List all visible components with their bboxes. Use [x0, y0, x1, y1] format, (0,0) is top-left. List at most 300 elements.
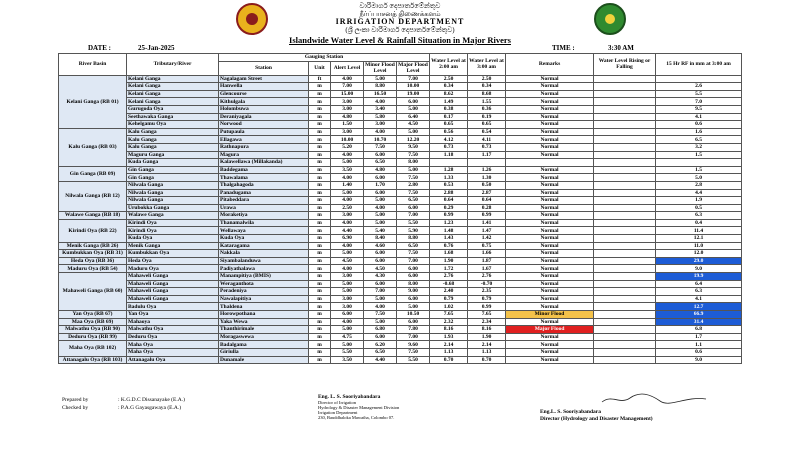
table-row	[59, 212, 742, 220]
table-row	[59, 235, 742, 243]
rainfall-cell: 0.6	[656, 121, 742, 129]
water-level-3am-cell: 1.30	[468, 174, 506, 182]
unit-cell: m	[309, 204, 331, 212]
table-row	[59, 257, 742, 265]
station-cell: Thawalama	[219, 174, 309, 182]
major-flood-cell: 6.40	[397, 113, 430, 121]
remarks-cell: Normal	[506, 333, 594, 341]
alert-level-cell: 3.00	[331, 98, 364, 106]
water-level-2am-cell: 1.48	[430, 227, 468, 235]
water-level-2am-cell: 0.65	[430, 121, 468, 129]
water-level-3am-cell: 2.34	[468, 318, 506, 326]
water-level-2am-cell: 1.18	[430, 151, 468, 159]
water-level-2am-cell: 1.13	[430, 348, 468, 356]
table-row	[59, 348, 742, 356]
water-level-3am-cell: 0.54	[468, 128, 506, 136]
date-value: 25-Jan-2025	[138, 44, 175, 52]
remarks-cell: Normal	[506, 151, 594, 159]
river-basin-cell: Walawe Ganga (RB 18)	[59, 212, 127, 220]
unit-cell: m	[309, 105, 331, 113]
table-row	[59, 326, 742, 334]
station-cell: Moraketiya	[219, 212, 309, 220]
station-cell: Horowpothana	[219, 311, 309, 319]
remarks-cell: Normal	[506, 318, 594, 326]
remarks-cell: Normal	[506, 295, 594, 303]
water-level-3am-cell: 0.73	[468, 143, 506, 151]
rising-falling-cell	[594, 166, 656, 174]
stamp-line-5: 230, Bauddhaloka Mawatha, Colombo 07.	[318, 415, 395, 420]
rainfall-cell: 5.5	[656, 90, 742, 98]
unit-cell: m	[309, 333, 331, 341]
rainfall-cell: 2.6	[656, 83, 742, 91]
alert-level-cell: 1.40	[331, 181, 364, 189]
remarks-cell: Major Flood	[506, 326, 594, 334]
major-flood-cell: 6.00	[397, 273, 430, 281]
rainfall-cell: 66.9	[656, 311, 742, 319]
station-cell: Nagalagam Street	[219, 75, 309, 83]
table-row	[59, 189, 742, 197]
major-flood-cell: 6.00	[397, 265, 430, 273]
water-level-2am-cell: 2.14	[430, 341, 468, 349]
col-gauging-station: Gauging Station	[219, 54, 430, 62]
water-level-3am-cell: 1.90	[468, 333, 506, 341]
unit-cell: m	[309, 235, 331, 243]
rising-falling-cell	[594, 121, 656, 129]
remarks-cell: Normal	[506, 121, 594, 129]
col-station: Station	[219, 61, 309, 75]
water-level-3am-cell: 8.16	[468, 326, 506, 334]
table-row	[59, 90, 742, 98]
station-cell: Thaldena	[219, 303, 309, 311]
station-cell: Pitabeddara	[219, 197, 309, 205]
water-level-2am-cell: 0.73	[430, 143, 468, 151]
unit-cell: m	[309, 356, 331, 364]
minor-flood-cell: 6.50	[364, 159, 397, 167]
water-level-2am-cell: 1.90	[430, 257, 468, 265]
water-level-3am-cell: 1.87	[468, 257, 506, 265]
col-wl-3am: Water Level at 3:00 am	[468, 54, 506, 76]
major-flood-cell: 8.00	[397, 280, 430, 288]
water-level-3am-cell: 2.50	[468, 75, 506, 83]
rainfall-cell: 9.0	[656, 356, 742, 364]
rising-falling-cell	[594, 98, 656, 106]
river-basin-cell: Menik Ganga (RB 26)	[59, 242, 127, 250]
alert-level-cell: 1.50	[331, 121, 364, 129]
unit-cell: m	[309, 348, 331, 356]
rainfall-cell: 1.5	[656, 166, 742, 174]
unit-cell: m	[309, 341, 331, 349]
table-row	[59, 333, 742, 341]
water-level-3am-cell: -0.70	[468, 280, 506, 288]
tributary-cell: Kalu Ganga	[127, 143, 219, 151]
alert-level-cell: 3.00	[331, 273, 364, 281]
rainfall-cell: 12.0	[656, 250, 742, 258]
col-tributary: Tributary/River	[127, 54, 219, 76]
tributary-cell: Maguru Ganga	[127, 151, 219, 159]
unit-cell: m	[309, 151, 331, 159]
header-sub: (ශ්‍රී ලංකා වාරිමාර්ග දෙපාර්තමේන්තුව)	[345, 26, 455, 34]
tributary-cell: Kelani Ganga	[127, 75, 219, 83]
major-flood-cell: 10.50	[397, 311, 430, 319]
minor-flood-cell: 4.00	[364, 303, 397, 311]
river-basin-cell: Malwathu Oya (RB 90)	[59, 326, 127, 334]
alert-level-cell: 5.00	[331, 159, 364, 167]
water-level-2am-cell	[430, 159, 468, 167]
checked-by-label: Checked by	[62, 405, 89, 411]
tributary-cell: Nilwala Ganga	[127, 197, 219, 205]
alert-level-cell: 6.90	[331, 235, 364, 243]
minor-flood-cell: 5.00	[364, 212, 397, 220]
minor-flood-cell: 4.60	[364, 242, 397, 250]
col-wl-2am: Water Level at 2:00 am	[430, 54, 468, 76]
remarks-cell: Normal	[506, 348, 594, 356]
header-sinhala: වාරිමාර්ග දෙපාර්තමේන්තුව	[359, 2, 441, 10]
alert-level-cell: 4.00	[331, 174, 364, 182]
water-level-2am-cell: 0.76	[430, 242, 468, 250]
tributary-cell: Seethawaka Ganga	[127, 113, 219, 121]
water-level-3am-cell: 0.75	[468, 242, 506, 250]
station-cell: Putupaula	[219, 128, 309, 136]
remarks-cell: Normal	[506, 181, 594, 189]
water-level-2am-cell: 8.62	[430, 90, 468, 98]
water-level-table	[58, 53, 742, 364]
minor-flood-cell: 4.00	[364, 128, 397, 136]
minor-flood-cell: 4.40	[364, 356, 397, 364]
rainfall-cell: 11.0	[656, 242, 742, 250]
water-level-3am-cell	[468, 159, 506, 167]
tributary-cell: Mahaoya	[127, 318, 219, 326]
rainfall-cell: 4.1	[656, 295, 742, 303]
minor-flood-cell: 6.00	[364, 151, 397, 159]
water-level-2am-cell: 0.17	[430, 113, 468, 121]
unit-cell: m	[309, 128, 331, 136]
remarks-cell: Normal	[506, 356, 594, 364]
tributary-cell: Kehelgamu Oya	[127, 121, 219, 129]
water-level-2am-cell: 2.76	[430, 273, 468, 281]
rainfall-cell: 11.4	[656, 227, 742, 235]
alert-level-cell: 4.00	[331, 151, 364, 159]
alert-level-cell: 4.00	[331, 197, 364, 205]
rising-falling-cell	[594, 348, 656, 356]
tributary-cell: Attanagalu Oya	[127, 356, 219, 364]
major-flood-cell: 6.50	[397, 242, 430, 250]
major-flood-cell: 7.00	[397, 212, 430, 220]
rainfall-cell: 6.5	[656, 136, 742, 144]
minor-flood-cell: 5.00	[364, 197, 397, 205]
minor-flood-cell: 3.00	[364, 121, 397, 129]
tributary-cell: Menik Ganga	[127, 242, 219, 250]
station-cell: Kithulgala	[219, 98, 309, 106]
station-cell: Deraniyagala	[219, 113, 309, 121]
major-flood-cell: 6.00	[397, 98, 430, 106]
water-level-2am-cell: 0.99	[430, 212, 468, 220]
alert-level-cell: 5.00	[331, 326, 364, 334]
alert-level-cell: 5.00	[331, 341, 364, 349]
rising-falling-cell	[594, 333, 656, 341]
alert-level-cell: 5.50	[331, 348, 364, 356]
remarks-cell: Normal	[506, 235, 594, 243]
table-row	[59, 174, 742, 182]
rainfall-cell: 4.4	[656, 189, 742, 197]
tributary-cell: Maha Oya	[127, 341, 219, 349]
rising-falling-cell	[594, 174, 656, 182]
alert-level-cell: 4.75	[331, 333, 364, 341]
remarks-cell: Normal	[506, 136, 594, 144]
table-row	[59, 83, 742, 91]
major-flood-cell: 5.00	[397, 105, 430, 113]
unit-cell: m	[309, 136, 331, 144]
minor-flood-cell: 5.40	[364, 227, 397, 235]
station-cell: Badalgama	[219, 341, 309, 349]
water-level-3am-cell: 0.36	[468, 105, 506, 113]
major-flood-cell: 7.50	[397, 250, 430, 258]
water-level-2am-cell: 0.34	[430, 83, 468, 91]
rising-falling-cell	[594, 227, 656, 235]
water-level-3am-cell: 2.87	[468, 189, 506, 197]
major-flood-cell: 9.60	[397, 341, 430, 349]
remarks-cell: Normal	[506, 288, 594, 296]
rainfall-cell	[656, 159, 742, 167]
table-row	[59, 166, 742, 174]
remarks-cell: Normal	[506, 143, 594, 151]
rising-falling-cell	[594, 128, 656, 136]
table-row	[59, 159, 742, 167]
tributary-cell: Yan Oya	[127, 311, 219, 319]
water-level-2am-cell: 4.12	[430, 136, 468, 144]
rainfall-cell: 6.4	[656, 280, 742, 288]
station-cell: Urawa	[219, 204, 309, 212]
remarks-cell: Normal	[506, 250, 594, 258]
rainfall-cell: 4.1	[656, 113, 742, 121]
tributary-cell: Kalu Ganga	[127, 128, 219, 136]
tributary-cell: Gin Ganga	[127, 166, 219, 174]
unit-cell: m	[309, 227, 331, 235]
alert-level-cell: 4.00	[331, 318, 364, 326]
water-level-3am-cell: 2.76	[468, 273, 506, 281]
rising-falling-cell	[594, 250, 656, 258]
remarks-cell: Normal	[506, 166, 594, 174]
major-flood-cell: 5.50	[397, 219, 430, 227]
tributary-cell: Maduru Oya	[127, 265, 219, 273]
tributary-cell: Mahaweli Ganga	[127, 288, 219, 296]
rising-falling-cell	[594, 341, 656, 349]
unit-cell: m	[309, 265, 331, 273]
rising-falling-cell	[594, 159, 656, 167]
unit-cell: m	[309, 219, 331, 227]
tributary-cell: Kirindi Oya	[127, 219, 219, 227]
minor-flood-cell: 5.00	[364, 318, 397, 326]
remarks-cell	[506, 159, 594, 167]
checked-by-value: : P.A.G Gayasgawaya (E.A.)	[118, 405, 182, 411]
minor-flood-cell: 5.00	[364, 295, 397, 303]
alert-level-cell: 4.50	[331, 257, 364, 265]
river-basin-cell: Maduru Oya (RB 54)	[59, 265, 127, 273]
col-minor: Minor Flood Level	[365, 62, 395, 75]
water-level-3am-cell: 0.65	[468, 121, 506, 129]
minor-flood-cell: 6.00	[364, 174, 397, 182]
water-level-3am-cell: 2.14	[468, 341, 506, 349]
major-flood-cell: 10.00	[397, 83, 430, 91]
water-level-2am-cell: 1.49	[430, 98, 468, 106]
major-flood-cell: 9.00	[397, 288, 430, 296]
stamp-line-2: Director of Irrigation	[318, 400, 356, 405]
river-basin-cell: Nilwala Ganga (RB 12)	[59, 181, 127, 211]
unit-cell: m	[309, 273, 331, 281]
water-level-3am-cell: 1.67	[468, 265, 506, 273]
unit-cell: m	[309, 212, 331, 220]
rainfall-cell: 1.6	[656, 128, 742, 136]
station-cell: Rathnapura	[219, 143, 309, 151]
water-level-3am-cell: 7.65	[468, 311, 506, 319]
rising-falling-cell	[594, 75, 656, 83]
station-cell: Siyambalanduwa	[219, 257, 309, 265]
major-flood-cell: 19.00	[397, 90, 430, 98]
alert-level-cell: 4.00	[331, 265, 364, 273]
table-row	[59, 265, 742, 273]
water-level-3am-cell: 0.99	[468, 212, 506, 220]
alert-level-cell: 3.00	[331, 303, 364, 311]
table-row	[59, 318, 742, 326]
major-flood-cell: 8.80	[397, 235, 430, 243]
river-basin-cell: Deduru Oya (RB 99)	[59, 333, 127, 341]
minor-flood-cell: 3.40	[364, 105, 397, 113]
minor-flood-cell: 6.00	[364, 280, 397, 288]
remarks-cell: Normal	[506, 212, 594, 220]
major-flood-cell: 6.00	[397, 318, 430, 326]
minor-flood-cell: 6.00	[364, 250, 397, 258]
rising-falling-cell	[594, 204, 656, 212]
tributary-cell: Maha Oya	[127, 348, 219, 356]
table-row	[59, 295, 742, 303]
water-level-2am-cell: 0.53	[430, 181, 468, 189]
river-basin-cell: Mahaweli Ganga (RB 60)	[59, 273, 127, 311]
rainfall-cell: 19.9	[656, 273, 742, 281]
river-basin-cell: Yan Oya (RB 67)	[59, 311, 127, 319]
major-flood-cell: 5.00	[397, 303, 430, 311]
water-level-3am-cell: 0.79	[468, 295, 506, 303]
major-flood-cell: 7.50	[397, 348, 430, 356]
major-flood-cell: 8.00	[397, 159, 430, 167]
remarks-cell: Normal	[506, 265, 594, 273]
col-rising-falling: Water Level Rising or Falling	[594, 54, 656, 76]
tributary-cell: Mahaweli Ganga	[127, 295, 219, 303]
river-basin-cell: Kalu Ganga (RB 03)	[59, 128, 127, 166]
station-cell: Nawalapitiya	[219, 295, 309, 303]
prepared-by-value: : K.G.D.C Dissanayake (E.A.)	[118, 397, 185, 403]
water-level-2am-cell: 1.43	[430, 235, 468, 243]
tributary-cell: Nilwala Ganga	[127, 189, 219, 197]
water-level-3am-cell: 1.13	[468, 348, 506, 356]
remarks-cell: Normal	[506, 90, 594, 98]
major-flood-cell: 5.00	[397, 128, 430, 136]
major-flood-cell: 5.50	[397, 356, 430, 364]
alert-level-cell: 3.50	[331, 166, 364, 174]
rising-falling-cell	[594, 288, 656, 296]
station-cell: Ellagawa	[219, 136, 309, 144]
rainfall-cell: 1.1	[656, 341, 742, 349]
tributary-cell: Nilwala Ganga	[127, 181, 219, 189]
water-level-3am-cell: 1.41	[468, 219, 506, 227]
stamp-line-3: Hydrology & Disaster Management Division	[318, 405, 400, 410]
signature-icon	[600, 392, 710, 406]
minor-flood-cell: 6.00	[364, 257, 397, 265]
table-row	[59, 242, 742, 250]
unit-cell: m	[309, 113, 331, 121]
water-level-2am-cell: 0.79	[430, 295, 468, 303]
major-flood-cell: 2.80	[397, 181, 430, 189]
rainfall-cell: 1.7	[656, 333, 742, 341]
page-header	[0, 0, 800, 40]
station-cell: Manampitiya (BMIS)	[219, 273, 309, 281]
table-row	[59, 181, 742, 189]
minor-flood-cell: 8.80	[364, 83, 397, 91]
station-cell: Wellawaya	[219, 227, 309, 235]
station-cell: Kataragama	[219, 242, 309, 250]
unit-cell: m	[309, 174, 331, 182]
rising-falling-cell	[594, 143, 656, 151]
table-row	[59, 143, 742, 151]
rainfall-cell: 0.5	[656, 204, 742, 212]
col-major: Major Flood Level	[398, 62, 428, 75]
unit-cell: m	[309, 166, 331, 174]
rainfall-cell: 9.5	[656, 105, 742, 113]
rising-falling-cell	[594, 303, 656, 311]
alert-level-cell: 3.00	[331, 128, 364, 136]
rainfall-cell: 29.0	[656, 257, 742, 265]
unit-cell: m	[309, 318, 331, 326]
minor-flood-cell: 16.50	[364, 90, 397, 98]
station-cell: Moragaswewa	[219, 333, 309, 341]
unit-cell: m	[309, 181, 331, 189]
signatory-name: Eng.L. S. Sooriyabandara	[540, 409, 601, 415]
water-level-2am-cell: 1.02	[430, 303, 468, 311]
station-cell: Hanwella	[219, 83, 309, 91]
col-rainfall: 15 Hr RF in mm at 3:00 am	[656, 54, 742, 76]
minor-flood-cell: 4.50	[364, 265, 397, 273]
minor-flood-cell: 4.80	[364, 166, 397, 174]
station-cell: Thanthirimale	[219, 326, 309, 334]
water-level-2am-cell: 1.33	[430, 174, 468, 182]
tributary-cell: Walawe Ganga	[127, 212, 219, 220]
rainfall-cell	[656, 75, 742, 83]
tributary-cell: Urubokka Ganga	[127, 204, 219, 212]
river-basin-cell: Kumbukkan Oya (RB 31)	[59, 250, 127, 258]
station-cell: Norwood	[219, 121, 309, 129]
unit-cell: m	[309, 303, 331, 311]
station-cell: Baddegama	[219, 166, 309, 174]
rising-falling-cell	[594, 197, 656, 205]
minor-flood-cell: 10.70	[364, 136, 397, 144]
unit-cell: m	[309, 295, 331, 303]
report-title: Islandwide Water Level & Rainfall Situation in Major Rivers	[289, 35, 511, 45]
rising-falling-cell	[594, 257, 656, 265]
rainfall-cell: 12.7	[656, 303, 742, 311]
rainfall-cell: 6.3	[656, 288, 742, 296]
table-row	[59, 288, 742, 296]
table-row	[59, 151, 742, 159]
table-row	[59, 98, 742, 106]
water-level-2am-cell: 2.40	[430, 288, 468, 296]
minor-flood-cell: 6.80	[364, 326, 397, 334]
table-row	[59, 197, 742, 205]
water-level-3am-cell: 8.68	[468, 90, 506, 98]
minor-flood-cell: 4.00	[364, 204, 397, 212]
alert-level-cell: 4.80	[331, 113, 364, 121]
signatory-title: Director (Hydrology and Disaster Management)	[540, 416, 653, 422]
unit-cell: m	[309, 280, 331, 288]
unit-cell: m	[309, 83, 331, 91]
station-cell: Thalgahagoda	[219, 181, 309, 189]
